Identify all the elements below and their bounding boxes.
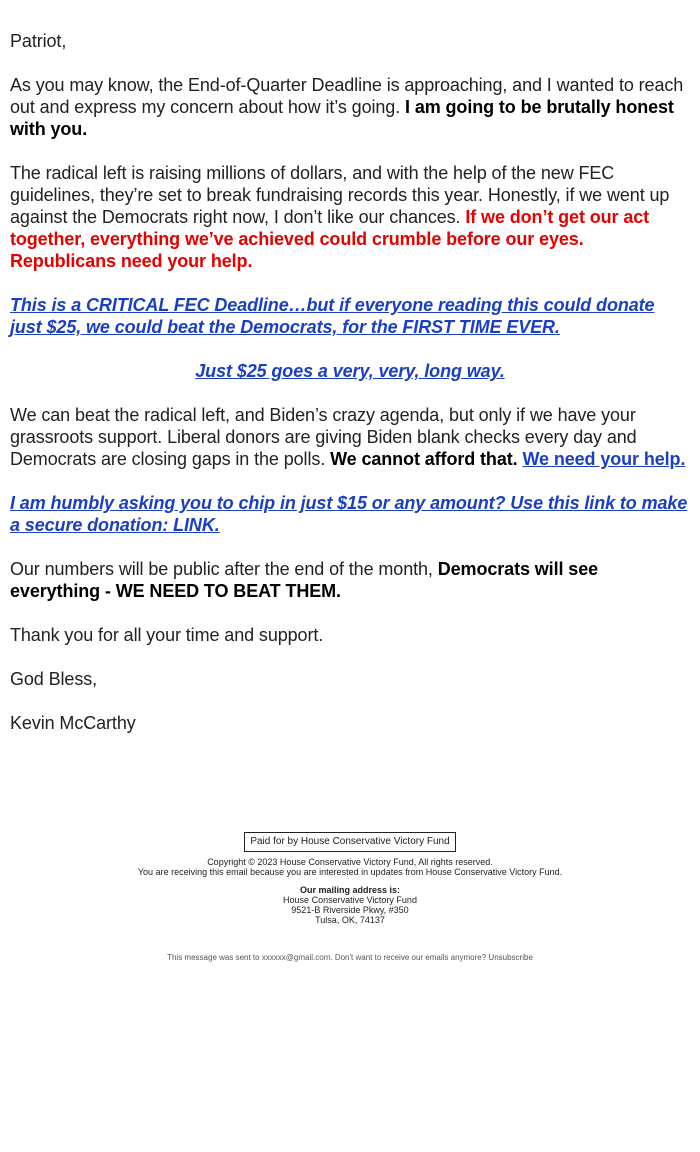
paragraph-radical-left-text: The radical left is raising millions of dollars, and with the help of the new FEC guidelines, they’re set to break fundraising records this year. Honestly, if we went up against the Democrats right now, I don’t like our chances.: [10, 163, 670, 227]
paragraph-deadline: [10, 74, 690, 140]
need-your-help-link[interactable]: We need your help.: [522, 449, 686, 469]
paragraph-grassroots: [10, 404, 690, 470]
email-footer: [0, 832, 700, 963]
paragraph-grassroots-text: We can beat the radical left, and Biden’s crazy agenda, but only if we have your grassroots support. Liberal donors are giving Biden blank checks every day and Democrats are closing gaps in the polls.: [10, 405, 637, 469]
sent-to-text: This message was sent to xxxxxx@gmail.com. Don't want to receive our emails anymore?: [167, 953, 489, 962]
email-body: [10, 30, 690, 756]
paragraph-chip-in-link: [10, 492, 690, 536]
address-name: House Conservative Victory Fund: [283, 895, 417, 905]
greeting: Patriot,: [10, 31, 67, 51]
paragraph-numbers-bold: Democrats will see everything - WE NEED TO BEAT THEM.: [10, 559, 599, 601]
mailing-address-title: Our mailing address is:: [299, 885, 401, 895]
paragraph-fec-link: [10, 294, 690, 338]
unsubscribe-link[interactable]: Unsubscribe: [488, 953, 533, 962]
donate-25-link[interactable]: Just $25 goes a very, very, long way.: [195, 361, 505, 381]
chip-in-donate-link[interactable]: I am humbly asking you to chip in just $15 or any amount? Use this link to make a secure donation: LINK.: [10, 493, 688, 535]
signature: Kevin McCarthy: [10, 713, 136, 733]
paragraph-numbers: [10, 558, 690, 602]
receiving-reason: You are receiving this email because you are interested in updates from House Conservative Victory Fund.: [137, 867, 563, 877]
sent-to-line: [0, 953, 700, 963]
fec-deadline-donate-link[interactable]: This is a CRITICAL FEC Deadline…but if everyone reading this could donate just $25, we could beat the Democrats, for the FIRST TIME EVER.: [10, 295, 655, 337]
paragraph-radical-left: [10, 162, 690, 272]
closing-line: God Bless,: [10, 669, 98, 689]
address-street: 9521-B Riverside Pkwy, #350: [291, 905, 409, 915]
paid-for-disclaimer: Paid for by House Conservative Victory Fund: [244, 832, 455, 852]
paragraph-deadline-bold: I am going to be brutally honest with you.: [10, 97, 674, 139]
paragraph-grassroots-bold: We cannot afford that.: [330, 449, 518, 469]
paragraph-radical-left-red: If we don’t get our act together, everything we’ve achieved could crumble before our eyes. Republicans need your help.: [10, 207, 650, 271]
address-city: Tulsa, OK, 74137: [315, 915, 385, 925]
paragraph-deadline-text: As you may know, the End-of-Quarter Deadline is approaching, and I wanted to reach out and express my concern about how it’s going.: [10, 75, 684, 117]
copyright-line: Copyright © 2023 House Conservative Victory Fund, All rights reserved.: [207, 857, 493, 867]
paragraph-numbers-text: Our numbers will be public after the end of the month,: [10, 559, 438, 579]
paragraph-25-link: [10, 360, 690, 382]
thanks-line: Thank you for all your time and support.: [10, 625, 324, 645]
